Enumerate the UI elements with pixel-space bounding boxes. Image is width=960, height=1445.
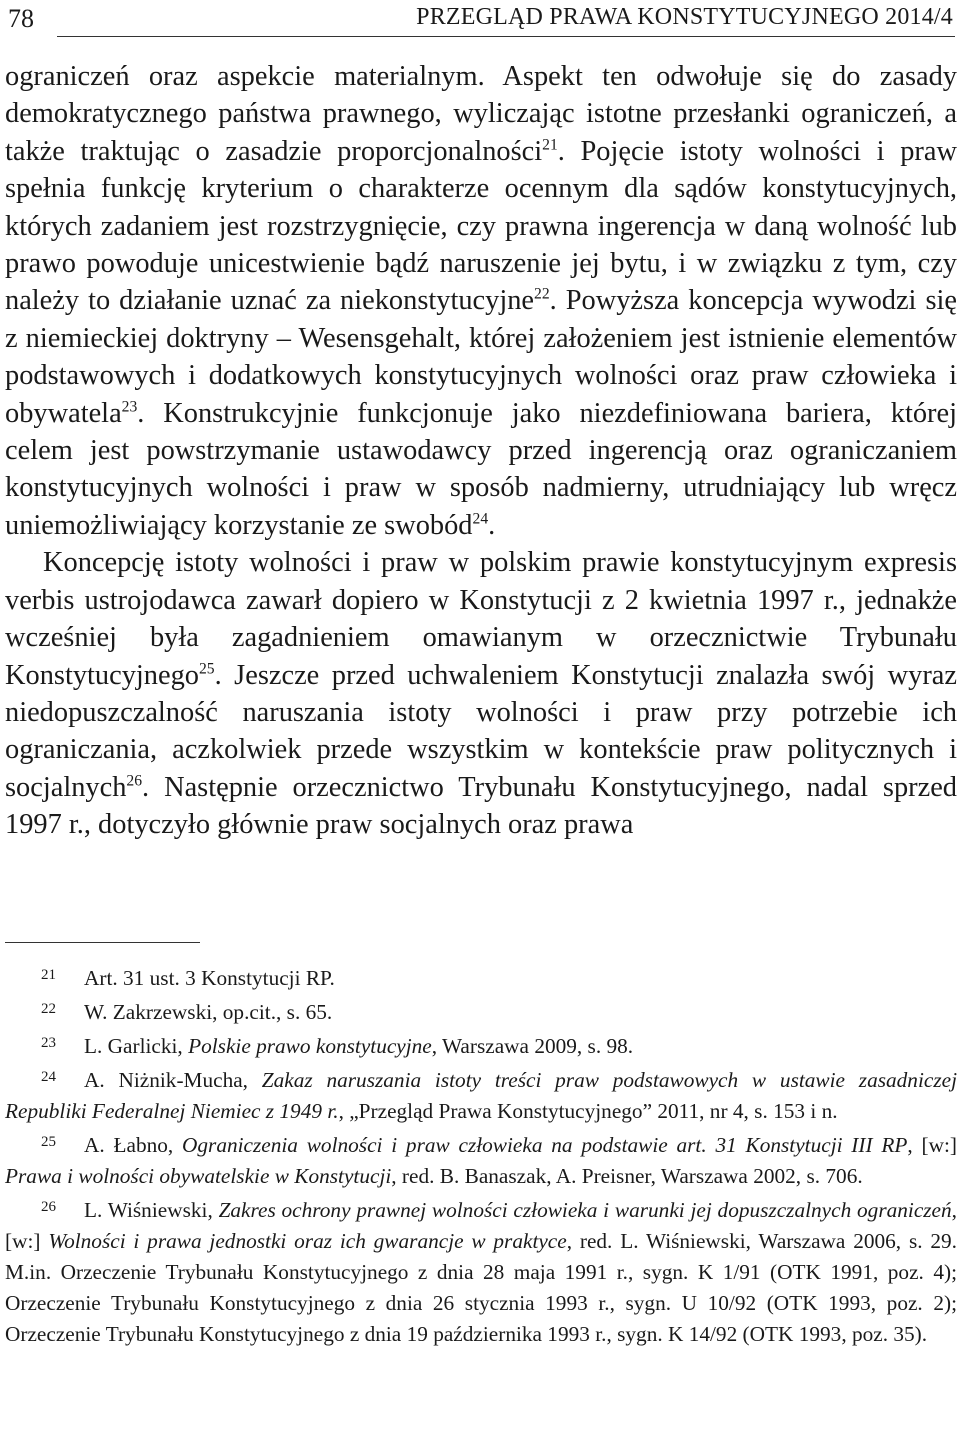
footnote-ref-23[interactable]: 23 [121,398,138,416]
paragraph-2 [5,544,957,843]
footnote-ref-25[interactable]: 25 [198,660,215,678]
footnote-number: 25 [41,1134,56,1150]
footnote-23 [5,1028,957,1062]
text-span: . Następnie orzecznictwo Trybunału Konstytucyjnego, nadal sprzed 1997 r., dotyczyło głównie praw socjalnych oraz prawa [5,771,957,841]
footnote-author: L. Wiśniewski, [84,1198,219,1222]
footnote-text: , [w:] [5,1198,957,1253]
footnote-author: A. Niżnik-Mucha, [84,1068,262,1092]
footnote-text: W. Zakrzewski, op.cit., s. 65. [84,1000,333,1024]
footnote-21 [5,960,957,994]
footnote-text: , [w:] [907,1133,957,1157]
footnote-title: Zakaz naruszania istoty treści praw podstawowych w ustawie zasadniczej Republiki Federalnej Niemiec z 1949 r. [5,1068,957,1123]
footnote-24 [5,1062,957,1127]
footnote-title: Polskie prawo konstytucyjne [188,1034,432,1058]
text-span: . Konstrukcyjnie funkcjonuje jako niezdefiniowana bariera, której celem jest powstrzymanie ustawodawcy przed ingerencją oraz ograniczaniem konstytucyjnych wolności i praw w sposób nadmierny, utrudniający lub wręcz uniemożliwiający korzystanie ze swobód [5,397,957,541]
footnote-26 [5,1192,957,1350]
footnote-book-title: Wolności i prawa jednostki oraz ich gwarancje w praktyce [48,1229,567,1253]
paragraph-1 [5,58,957,544]
footnote-ref-26[interactable]: 26 [126,772,143,790]
footnote-25 [5,1127,957,1192]
footnote-number: 23 [41,1035,56,1051]
text-span: . Pojęcie istoty wolności i praw spełnia funkcję kryterium o charakterze ocennym dla sądów konstytucyjnych, których zadaniem jest rozstrzygnięcie, czy prawna ingerencja w daną wolność lub prawo powoduje unicestwienie bądź naruszenie jej bytu, i w związku z tym, czy należy to działanie uznać za niekonstytucyjne [5,135,957,317]
footnote-ref-21[interactable]: 21 [542,136,558,154]
footnote-ref-24[interactable]: 24 [472,510,489,528]
header-rule [57,36,955,37]
text-span: ograniczeń oraz aspekcie materialnym. Aspekt ten odwołuje się do zasady demokratycznego państwa prawnego, wyliczając istotne przesłanki ograniczeń, a także traktując o zasadzie proporcjonalności [5,61,957,167]
text-span: . Powyższa koncepcja wywodzi się z niemieckiej doktryny – Wesensgehalt, której założeniem jest istnienie elementów podstawowych i dodatkowych konstytucyjnych wolności oraz praw człowieka i obywatela [5,285,957,429]
footnotes-section [5,960,957,1350]
footnote-title: Ograniczenia wolności i praw człowieka na podstawie art. 31 Konstytucji III RP [182,1133,908,1157]
footnote-author: A. Łabno, [84,1133,182,1157]
footnote-text: , red. L. Wiśniewski, Warszawa 2006, s. 29. M.in. Orzeczenie Trybunału Konstytucyjnego z dnia 28 maja 1991 r., sygn. K 1/91 (OTK 1991, poz. 4); Orzeczenie Trybunału Konstytucyjnego z dnia 26 stycznia 1993 r., sygn. U 10/92 (OTK 1993, poz. 2); Orzeczenie Trybunału Konstytucyjnego z dnia 19 października 1993 r., sygn. K 14/92 (OTK 1993, poz. 35). [5,1229,957,1346]
journal-title: PRZEGLĄD PRAWA KONSTYTUCYJNEGO 2014/4 [416,4,953,30]
footnote-number: 22 [41,1001,56,1017]
text-span: . Jeszcze przed uchwaleniem Konstytucji znalazła swój wyraz niedopuszczalność naruszania istoty wolności i praw przy potrzebie ich ograniczania, aczkolwiek przede wszystkim w kontekście praw politycznych i socjalnych [5,659,957,803]
main-text [5,58,957,844]
footnote-author: L. Garlicki, [84,1034,189,1058]
footnote-divider [5,942,200,943]
text-span: . [488,509,496,541]
running-header [5,0,955,40]
footnote-text: , red. B. Banaszak, A. Preisner, Warszawa 2002, s. 706. [391,1164,863,1188]
footnote-text: , „Przegląd Prawa Konstytucyjnego” 2011, nr 4, s. 153 i n. [338,1099,838,1123]
footnote-text: , Warszawa 2009, s. 98. [431,1034,634,1058]
page-number: 78 [8,4,34,33]
footnote-22 [5,994,957,1028]
footnote-title: Zakres ochrony prawnej wolności człowieka i warunki jej dopuszczalnych ograniczeń [218,1198,952,1222]
footnote-ref-22[interactable]: 22 [534,285,550,303]
footnote-number: 26 [41,1199,56,1215]
footnote-number: 21 [41,967,56,983]
text-span: Koncepcję istoty wolności i praw w polskim prawie konstytucyjnym expresis verbis ustrojodawca zawarł dopiero w Konstytucji z 2 kwietnia 1997 r., jednakże wcześniej była zagadnieniem omawianym w orzecznictwie Trybunału Konstytucyjnego [5,547,957,691]
footnote-number: 24 [41,1069,56,1085]
footnote-book-title: Prawa i wolności obywatelskie w Konstytucji [5,1164,392,1188]
footnote-text: Art. 31 ust. 3 Konstytucji RP. [84,966,335,990]
